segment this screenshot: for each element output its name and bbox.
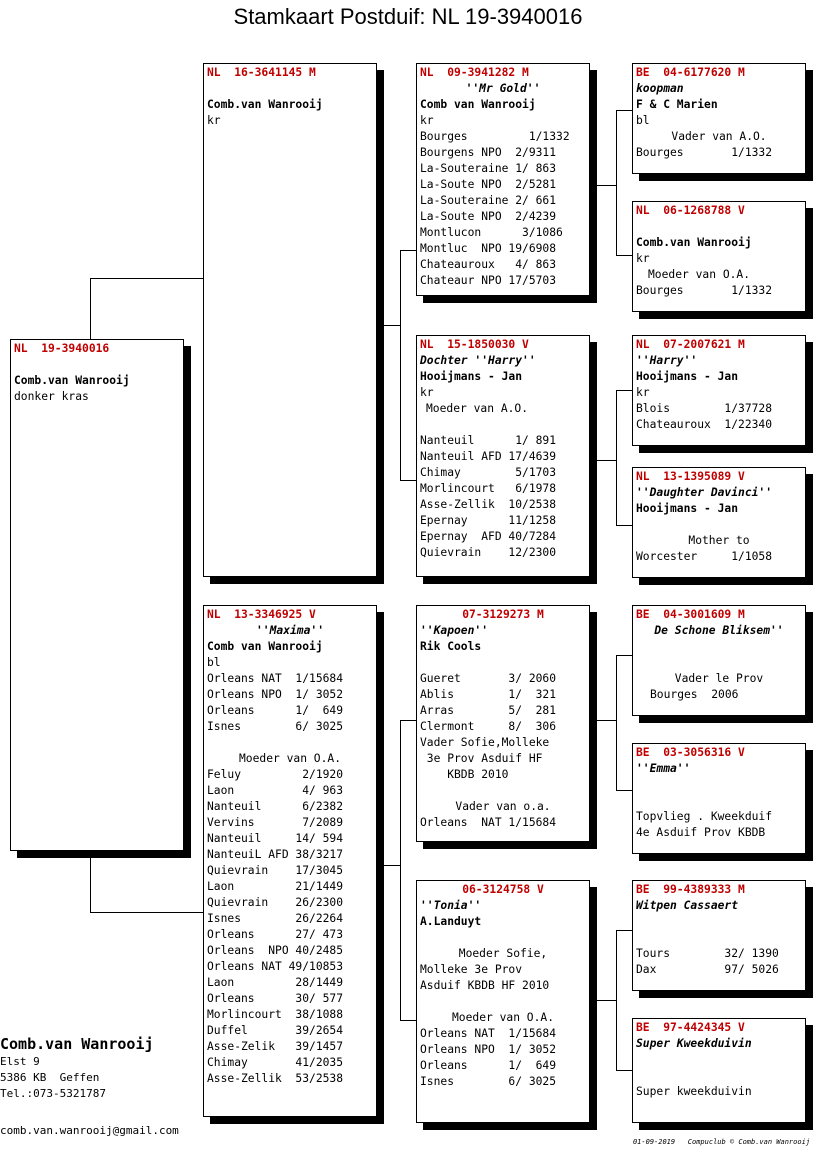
result: Orleans NPO 1/ 3052	[207, 688, 344, 701]
dam-sire-card	[416, 605, 590, 842]
breeder: Comb.van Wanrooij	[14, 374, 130, 387]
result: Orleans 27/ 473	[207, 928, 344, 941]
result: Chimay 5/1703	[420, 466, 557, 479]
ring-number: BE 97-4424345 V	[636, 1021, 745, 1034]
note: Vader le Prov	[674, 672, 764, 685]
result: Chateauroux 4/ 863	[420, 258, 557, 271]
print-date: 01-09-2019	[632, 1138, 676, 1146]
result: Chateaur NPO 17/5703	[420, 274, 557, 287]
note: Moeder van O.A.	[238, 752, 342, 765]
note: Mother to	[688, 534, 750, 547]
result: Laon 4/ 963	[207, 784, 344, 797]
owner-block	[0, 1034, 154, 1102]
result: Bourgens NPO 2/9311	[420, 146, 557, 159]
result: Orleans 1/ 649	[207, 704, 344, 717]
color: kr	[207, 114, 221, 127]
result: Nanteuil AFD 17/4639	[420, 450, 557, 463]
extra-line: Moeder Sofie,	[458, 947, 548, 960]
note: Moeder van A.O.	[426, 402, 529, 415]
note: Moeder van O.A.	[648, 268, 751, 281]
pigeon-name: ''Daughter Davinci''	[636, 486, 773, 499]
owner-street: Elst 9	[0, 1055, 40, 1068]
note: Vader van A.O.	[671, 130, 767, 143]
breeder: Comb.van Wanrooij	[207, 98, 323, 111]
pigeon-name: ''Kapoen''	[420, 624, 489, 637]
dam-card	[203, 605, 377, 1117]
result: Morlincourt 38/1088	[207, 1008, 344, 1021]
result: La-Souteraine 1/ 863	[420, 162, 557, 175]
note: Bourges 2006	[650, 688, 739, 701]
ring-number: BE 99-4389333 M	[636, 883, 745, 896]
color: kr	[636, 386, 650, 399]
ssd-card	[632, 201, 806, 312]
note: Topvlieg . Kweekduif	[636, 810, 773, 823]
extra-line: Asduif KBDB HF 2010	[420, 979, 550, 992]
result: Orleans NPO 40/2485	[207, 944, 344, 957]
ring-number: NL 13-1395089 V	[636, 470, 745, 483]
result: Quievrain 17/3045	[207, 864, 344, 877]
result: Orleans 1/ 649	[420, 1059, 557, 1072]
ring-number: NL 19-3940016	[14, 342, 110, 355]
result: Ablis 1/ 321	[420, 688, 557, 701]
result: Orleans NAT 49/10853	[207, 960, 344, 973]
owner-name: Comb.van Wanrooij	[0, 1035, 154, 1053]
result: Asse-Zellik 53/2538	[207, 1072, 344, 1085]
result: La-Souteraine 2/ 661	[420, 194, 557, 207]
ring-number: NL 16-3641145 M	[207, 66, 316, 79]
result: Gueret 3/ 2060	[420, 672, 557, 685]
result: Isnes 6/ 3025	[207, 720, 344, 733]
pigeon-name: koopman	[636, 82, 684, 95]
breeder: A.Landuyt	[420, 915, 482, 928]
dsd-card	[632, 743, 806, 854]
sire-sire-card	[416, 63, 590, 296]
result: Epernay 11/1258	[420, 514, 557, 527]
result: Orleans 30/ 577	[207, 992, 344, 1005]
result: Morlincourt 6/1978	[420, 482, 557, 495]
pigeon-name: ''Mr Gold''	[465, 82, 541, 95]
ring-number: BE 04-3001609 M	[636, 608, 745, 621]
owner-email: comb.van.wanrooij@gmail.com	[0, 1124, 179, 1137]
color: bl	[636, 114, 650, 127]
result: Bourges 1/1332	[636, 284, 773, 297]
dss-card	[632, 605, 806, 716]
result: Isnes 6/ 3025	[420, 1075, 557, 1088]
breeder: Hooijmans - Jan	[420, 370, 523, 383]
color: donker kras	[14, 390, 89, 403]
result: Quievrain 12/2300	[420, 546, 557, 559]
note: Vader van o.a.	[455, 800, 551, 813]
result: Blois 1/37728	[636, 402, 773, 415]
pigeon-name: ''Harry''	[636, 354, 698, 367]
result: Orleans NAT 1/15684	[420, 816, 557, 829]
result: Bourges 1/1332	[636, 146, 773, 159]
color: kr	[636, 252, 650, 265]
color: kr	[420, 386, 434, 399]
result: Chimay 41/2035	[207, 1056, 344, 1069]
breeder: Comb van Wanrooij	[420, 98, 536, 111]
result: Nanteuil 1/ 891	[420, 434, 557, 447]
result: Orleans NAT 1/15684	[207, 672, 344, 685]
result: NanteuiL AFD 38/3217	[207, 848, 344, 861]
note: Moeder van O.A.	[451, 1011, 555, 1024]
result: Tours 32/ 1390	[636, 947, 779, 960]
footer	[633, 1138, 810, 1146]
sire-card	[203, 63, 377, 577]
result: Epernay AFD 40/7284	[420, 530, 557, 543]
ring-number: NL 07-2007621 M	[636, 338, 745, 351]
ring-number: NL 06-1268788 V	[636, 204, 745, 217]
color: bl	[207, 656, 221, 669]
breeder: Hooijmans - Jan	[636, 370, 739, 383]
sss-card	[632, 63, 806, 174]
dam-dam-card	[416, 880, 590, 1123]
result: Montlucon 3/1086	[420, 226, 563, 239]
result: Arras 5/ 281	[420, 704, 557, 717]
ring-number: NL 13-3346925 V	[207, 608, 316, 621]
result: Orleans NAT 1/15684	[420, 1027, 557, 1040]
result: La-Soute NPO 2/5281	[420, 178, 557, 191]
sds-card	[632, 335, 806, 446]
result: Bourges 1/1332	[420, 130, 570, 143]
result: Laon 28/1449	[207, 976, 344, 989]
pigeon-name: Witpen Cassaert	[636, 899, 739, 912]
breeder: Comb van Wanrooij	[207, 640, 323, 653]
sdd-card	[632, 467, 806, 578]
color: kr	[420, 114, 434, 127]
pigeon-name: De Schone Bliksem''	[654, 624, 784, 637]
extra-line: Molleke 3e Prov	[420, 963, 523, 976]
result: Montluc NPO 19/6908	[420, 242, 557, 255]
result: Clermont 8/ 306	[420, 720, 557, 733]
result: Feluy 2/1920	[207, 768, 344, 781]
breeder: F & C Marien	[636, 98, 718, 111]
note: 4e Asduif Prov KBDB	[636, 826, 766, 839]
result: Laon 21/1449	[207, 880, 344, 893]
ring-number: NL 09-3941282 M	[420, 66, 529, 79]
result: Worcester 1/1058	[636, 550, 773, 563]
result: Nanteuil 6/2382	[207, 800, 344, 813]
credit: Compuclub © Comb.van Wanrooij	[687, 1138, 810, 1146]
note: Super kweekduivin	[636, 1085, 752, 1098]
extra-line: 3e Prov Asduif HF	[420, 752, 543, 765]
ring-number: BE 03-3056316 V	[636, 746, 745, 759]
subject-card	[10, 339, 184, 851]
result: Asse-Zellik 10/2538	[420, 498, 557, 511]
result: Quievrain 26/2300	[207, 896, 344, 909]
ring-number: 06-3124758 V	[462, 883, 544, 896]
extra-line: KBDB 2010	[420, 768, 509, 781]
page-title: Stamkaart Postduif: NL 19-3940016	[233, 4, 583, 29]
pigeon-name: ''Tonia''	[420, 899, 482, 912]
result: Vervins 7/2089	[207, 816, 344, 829]
pigeon-name: Dochter ''Harry''	[420, 354, 536, 367]
breeder: Rik Cools	[420, 640, 482, 653]
breeder: Hooijmans - Jan	[636, 502, 739, 515]
ring-number: NL 15-1850030 V	[420, 338, 529, 351]
dds-card	[632, 880, 806, 991]
result: Dax 97/ 5026	[636, 963, 779, 976]
pigeon-name: ''Maxima''	[255, 624, 324, 637]
extra-line: Vader Sofie,Molleke	[420, 736, 550, 749]
pigeon-name: ''Emma''	[636, 762, 691, 775]
result: Nanteuil 14/ 594	[207, 832, 344, 845]
result: Chateauroux 1/22340	[636, 418, 773, 431]
result: Asse-Zelik 39/1457	[207, 1040, 344, 1053]
result: Orleans NPO 1/ 3052	[420, 1043, 557, 1056]
result: Duffel 39/2654	[207, 1024, 344, 1037]
result: La-Soute NPO 2/4239	[420, 210, 557, 223]
sire-dam-card	[416, 335, 590, 577]
breeder: Comb.van Wanrooij	[636, 236, 752, 249]
owner-city: 5386 KB Geffen	[0, 1071, 100, 1084]
ddd-card	[632, 1018, 806, 1123]
ring-number: BE 04-6177620 M	[636, 66, 745, 79]
ring-number: 07-3129273 M	[462, 608, 544, 621]
pigeon-name: Super Kweekduivin	[636, 1037, 752, 1050]
result: Isnes 26/2264	[207, 912, 344, 925]
owner-phone: Tel.:073-5321787	[0, 1087, 106, 1100]
